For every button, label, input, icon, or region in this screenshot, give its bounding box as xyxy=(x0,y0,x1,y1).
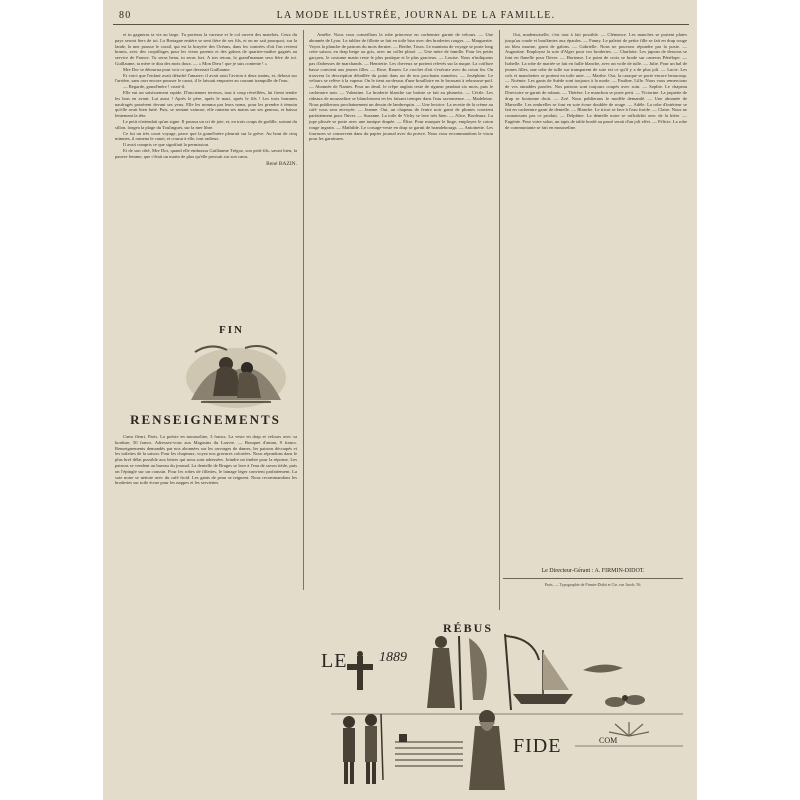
rebus-word-com: COM xyxy=(599,736,618,745)
story-paragraph: Mre Dor se détourna pour voir ce que devenait Guillaume. xyxy=(123,66,231,72)
rebus-heading: RÉBUS xyxy=(443,621,494,635)
fin-heading: FIN xyxy=(219,324,244,336)
renseignements-text: Cœur fleuri, Paris. La poésie en mousseline, 3 francs. La veste en drap et velours avec sa bordure, 50 francs. Adressez-vous aux Magasins du Louvre. — Bouquet d'antan, 9 francs. Renseignements demandés par nos abonnées sur les ouvrages de dames, les patrons découpés et les toilettes de la saison. Pour les chapeaux, voyez nos gravures coloriées. Nous répondons dans le plus bref délai possible aux lettres qui nous sont adressées. Joindre un timbre pour la réponse. Les patrons se vendent au bureau du journal. La dentelle de Bruges se lave à l'eau de savon tiède, puis on l'épingle sur un coussin. Pour les robes de fillettes, le lainage léger convient parfaitement. La soie noire se nettoie avec du café froid. Les gants de peau se teignent. Nous recommandons les broderies sur toile écrue pour les nappes et les serviettes. xyxy=(115,434,297,486)
imprint-rule xyxy=(503,578,683,579)
story-paragraph: Le petit n'attendait qu'un signe. Il poussa un cri de joie, et, en trois coups de godille, sortant du sillon, longea la plage du Toulinguet, sur la mer libre. xyxy=(115,118,297,130)
middle-column xyxy=(309,32,493,572)
pigeons-icon xyxy=(605,695,645,707)
story-paragraph: — Regarde, grand'mère ! criait-il. xyxy=(123,84,186,90)
fish-icon xyxy=(583,664,623,672)
story-paragraph: Ce fut un très court voyage, parce que la grand'mère pleurait sur la grève. Au bout de cinq minutes, il ramena le canot, et courut à elle, tout radieux. xyxy=(115,130,297,142)
story-paragraph: Et voici que l'enfant avait détaché l'amarre; il avait saisi l'aviron à deux mains, et, debout sur l'arrière, sans oser encore pousser le canot, il le laissait emporter au courant tranquille de l'eau. xyxy=(115,72,297,84)
director-gerant-line: Le Directeur-Gérant : A. FIRMIN-DIDOT. xyxy=(541,568,645,574)
cross-icon xyxy=(347,651,373,690)
renseignements-heading: RENSEIGNEMENTS xyxy=(130,412,281,427)
column-divider-2 xyxy=(499,30,500,610)
story-paragraph: Il avait compris ce que signifiait la permission. xyxy=(123,142,210,148)
journal-title: LA MODE ILLUSTRÉE, JOURNAL DE LA FAMILLE. xyxy=(276,10,556,21)
column-divider-1 xyxy=(303,30,304,590)
middle-column-text: Amélie. Nous vous conseillons la robe princesse en cachemire garnie de velours. — Une abonnée de Lyon. Le tablier de fillette se fait en toile bise avec des broderies rouges. — Marguerite. Voyez la planche de patrons du mois dernier. — Berthe, Tours. Le manteau de voyage se porte long cette saison, en drap beige ou gris, avec un collet plissé. — Une mère de famille. Pour les petits garçons, le costume marin reste le plus pratique et le plus gracieux. — Louise. Nous n'indiquons pas d'adresses de marchands. — Henriette. Les cheveux se portent relevés sur la nuque. La coiffure basse convient aux jeunes filles. — Rose, Rouen. Le crochet d'art s'exécute avec du coton fin. On trouvera la description détaillée du point dans un de nos prochains numéros. — Joséphine. Le velours se relève à la vapeur. On le tient au-dessus d'une bouilloire en le brossant à rebrousse-poil. — Abonnée de Nantes. Pour un deuil, le crêpe anglais reste de rigueur pendant six mois, puis le cachemire noir. — Valentine. La broderie blanche sur batiste se fait au plumetis. — Cécile. Les rideaux de mousseline se blanchissent en les faisant tremper dans l'eau savonneuse. — Madeleine. Nous publierons prochainement un dessin de lambrequin. — Une lectrice. La recette de la crème au café vous sera envoyée. — Jeanne. Oui, un chapeau de feutre noir garni de plumes convient parfaitement pour l'hiver. — Suzanne. La toile de Vichy se lave très bien. — Alice, Bordeaux. La jupe plissée se porte avec une tunique drapée. — Élise. Pour marquer le linge, employez le coton rouge ingrain. — Mathilde. Le corsage-veste en drap se garnit de brandebourgs. — Antoinette. Les fourrures se conservent dans du papier journal avec du poivre. Nous vous recommandons le vison pour les garnitures. xyxy=(309,32,493,142)
journal-page xyxy=(103,0,697,800)
soldiers-icon xyxy=(343,714,383,784)
renseignements-vignette-illustration xyxy=(181,340,291,410)
story-paragraph: et tu gagneras ta vie au large. Tu porteras la vareuse et le col ouvert des matelots. Ceux du pays seront fiers de toi. La Bretagne entière se sent fière de ses fils, et on ne sait pourquoi, sur la lande, la mer pousse le corail, qui est la bruyère des Océans, dans les contrées d'où l'on revient brunis, avec des coquillages pour les vieux parents et des galons de quartier-maître gagnés au service de France. Tu seras beau, tu seras fort. A ton retour, la grand'maman sera fière de toi. Guillaume, ta mère te dira des mots doux. — « Mon Dieu ! que je suis contente ! » xyxy=(115,32,297,66)
monk-figure-icon xyxy=(427,636,461,710)
story-paragraph: Elle eut un saisissement rapide. D'anciennes terreurs, tout à coup réveillées, lui firent tendre les bras en avant. Lui aussi ! Après le père, après le mari, après le fils ! Les trois hommes naufragés passèrent devant ses yeux. Elle les nomma par leurs noms, pour les prendre à témoin qu'elle avait bien lutté. Puis, se sentant vaincue, elle ramena ses mains sur ses genoux, et baissa lentement la tête. xyxy=(115,89,297,119)
story-paragraph: Et de son côté, Mre Dor, quand elle embrassa Guillaume Trégoz, son petit-fils, savait bien, la pauvre femme, que c'était un marin de plus qu'elle pressait sur son cœur. xyxy=(115,147,297,159)
page-header xyxy=(113,8,689,25)
printer-imprint: Paris. — Typographie de Firmin-Didot et Cie, rue Jacob, 56. xyxy=(544,582,642,587)
right-column-text: Oui, mademoiselle, c'est tout à fait possible. — Clémence. Les manches se portent plates jusqu'au coude et bouffantes aux épaules. — Fanny. Le paletot de petite fille se fait en drap rouge ou bleu marine, garni de galons. — Gabrielle. Nous ne pouvons répondre par la poste. — Augustine. Employez la soie d'Alger pour vos broderies. — Charlotte. Les jupons de dessous se font en flanelle pour l'hiver. — Hortense. Le point de croix se brode sur canevas Pénélope. — Isabelle. La robe de mariée se fait en faille blanche, avec un voile de tulle. — Julie. Pour un bal de jeunes filles, une robe de tulle sur transparent de soie est ce qu'il y a de plus joli. — Lucie. Les cols et manchettes se portent en toile unie. — Marthe. Oui, la casaque se porte encore beaucoup. — Noémie. Les gants de Suède sont toujours à la mode. — Pauline, Lille. Nous vous remercions de vos aimables paroles. Nos patrons sont toujours coupés avec soin. — Sophie. Le chapeau Directoire se garnit de rubans. — Thérèse. Le manchon se porte petit. — Victorine. La jaquette de drap se boutonne droit. — Zoé. Nous publierons le modèle demandé. — Une abonnée de Marseille. Les ombrelles se font en soie écrue doublée de rouge. — Adèle. La robe d'intérieur se fait en cachemire garni de dentelle. — Blanche. Le tricot se lave à l'eau froide. — Claire. Nous ne connaissons pas ce produit. — Delphine. La dentelle noire se raffraîchit avec de la bière. — Eugénie. Pour votre salon, un tapis de table brodé au passé serait d'un joli effet. — Félicie. La robe de communiante se fait en mousseline. xyxy=(505,32,687,130)
bearded-man-icon xyxy=(469,710,505,790)
sail-icon xyxy=(469,638,487,700)
story-column xyxy=(115,32,297,322)
rebus-word-fide: FIDE xyxy=(513,735,562,757)
rebus-word-le: LE xyxy=(321,650,348,672)
boat-icon xyxy=(513,650,573,704)
rebus-year: 1889 xyxy=(379,650,407,665)
music-staff-icon xyxy=(395,734,463,766)
page-number: 80 xyxy=(119,10,132,21)
author-signature: René BAZIN. xyxy=(266,160,297,167)
right-column xyxy=(505,32,687,562)
rays-icon xyxy=(609,722,649,736)
